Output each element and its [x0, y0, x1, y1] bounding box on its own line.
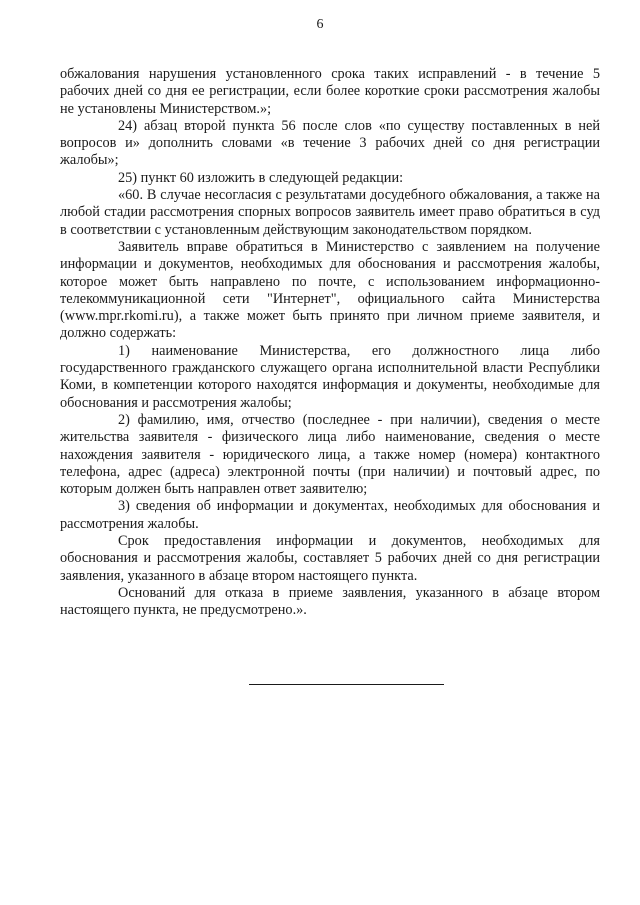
paragraph-item-24: 24) абзац второй пункта 56 после слов «по существу поставленных в ней вопросов и» дополнить словами «в течение 3 рабочих дней со дня регистрации жалобы»;: [60, 117, 600, 169]
paragraph-item-25: 25) пункт 60 изложить в следующей редакции:: [118, 169, 404, 186]
paragraph-subitem-1: 1) наименование Министерства, его должностного лица либо государственного гражданского служащего органа исполнительной власти Республики Коми, в компетенции которого находятся информация и документы, необходимые для обоснования и рассмотрения жалобы;: [60, 342, 600, 411]
paragraph-no-refusal: Оснований для отказа в приеме заявления, указанного в абзаце втором настоящего пункта, не предусмотрено.».: [60, 584, 600, 619]
paragraph-subitem-3: 3) сведения об информации и документах, необходимых для обоснования и рассмотрения жалобы.: [60, 498, 600, 532]
closing-separator-line: [249, 684, 444, 685]
page-number: 6: [316, 17, 324, 32]
document-body: [60, 66, 600, 620]
paragraph-subitem-2: 2) фамилию, имя, отчество (последнее - при наличии), сведения о месте жительства заявителя - физического лица либо наименование, сведения о месте нахождения заявителя - юридического лица, а также номер (номера) контактного телефона, адрес (адреса) электронной почты (при наличии) и почтовый адрес, по которым должен быть направлен ответ заявителю;: [60, 411, 600, 498]
paragraph-point-60: «60. В случае несогласия с результатами досудебного обжалования, а также на любой стадии рассмотрения спорных вопросов заявитель имеет право обратиться в суд в соответствии с установленным действующим законодательством порядком.: [60, 187, 600, 238]
paragraph-applicant-right: Заявитель вправе обратиться в Министерство с заявлением на получение информации и документов, необходимых для обоснования и рассмотрения жалобы, которое может быть направлено по почте, с использованием информационно-телекоммуникационной сети "Интернет", официального сайта Министерства (www.mpr.rkomi.ru), а также может быть принято при личном приеме заявителя, и должно содержать:: [60, 238, 600, 342]
paragraph-continuation: обжалования нарушения установленного срока таких исправлений - в течение 5 рабочих дней со дня ее регистрации, если более короткие сроки рассмотрения жалобы не установлены Министерством.»;: [60, 66, 600, 117]
paragraph-term: Срок предоставления информации и документов, необходимых для обоснования и рассмотрения жалобы, составляет 5 рабочих дней со дня регистрации заявления, указанного в абзаце втором настоящего пункта.: [60, 533, 600, 584]
